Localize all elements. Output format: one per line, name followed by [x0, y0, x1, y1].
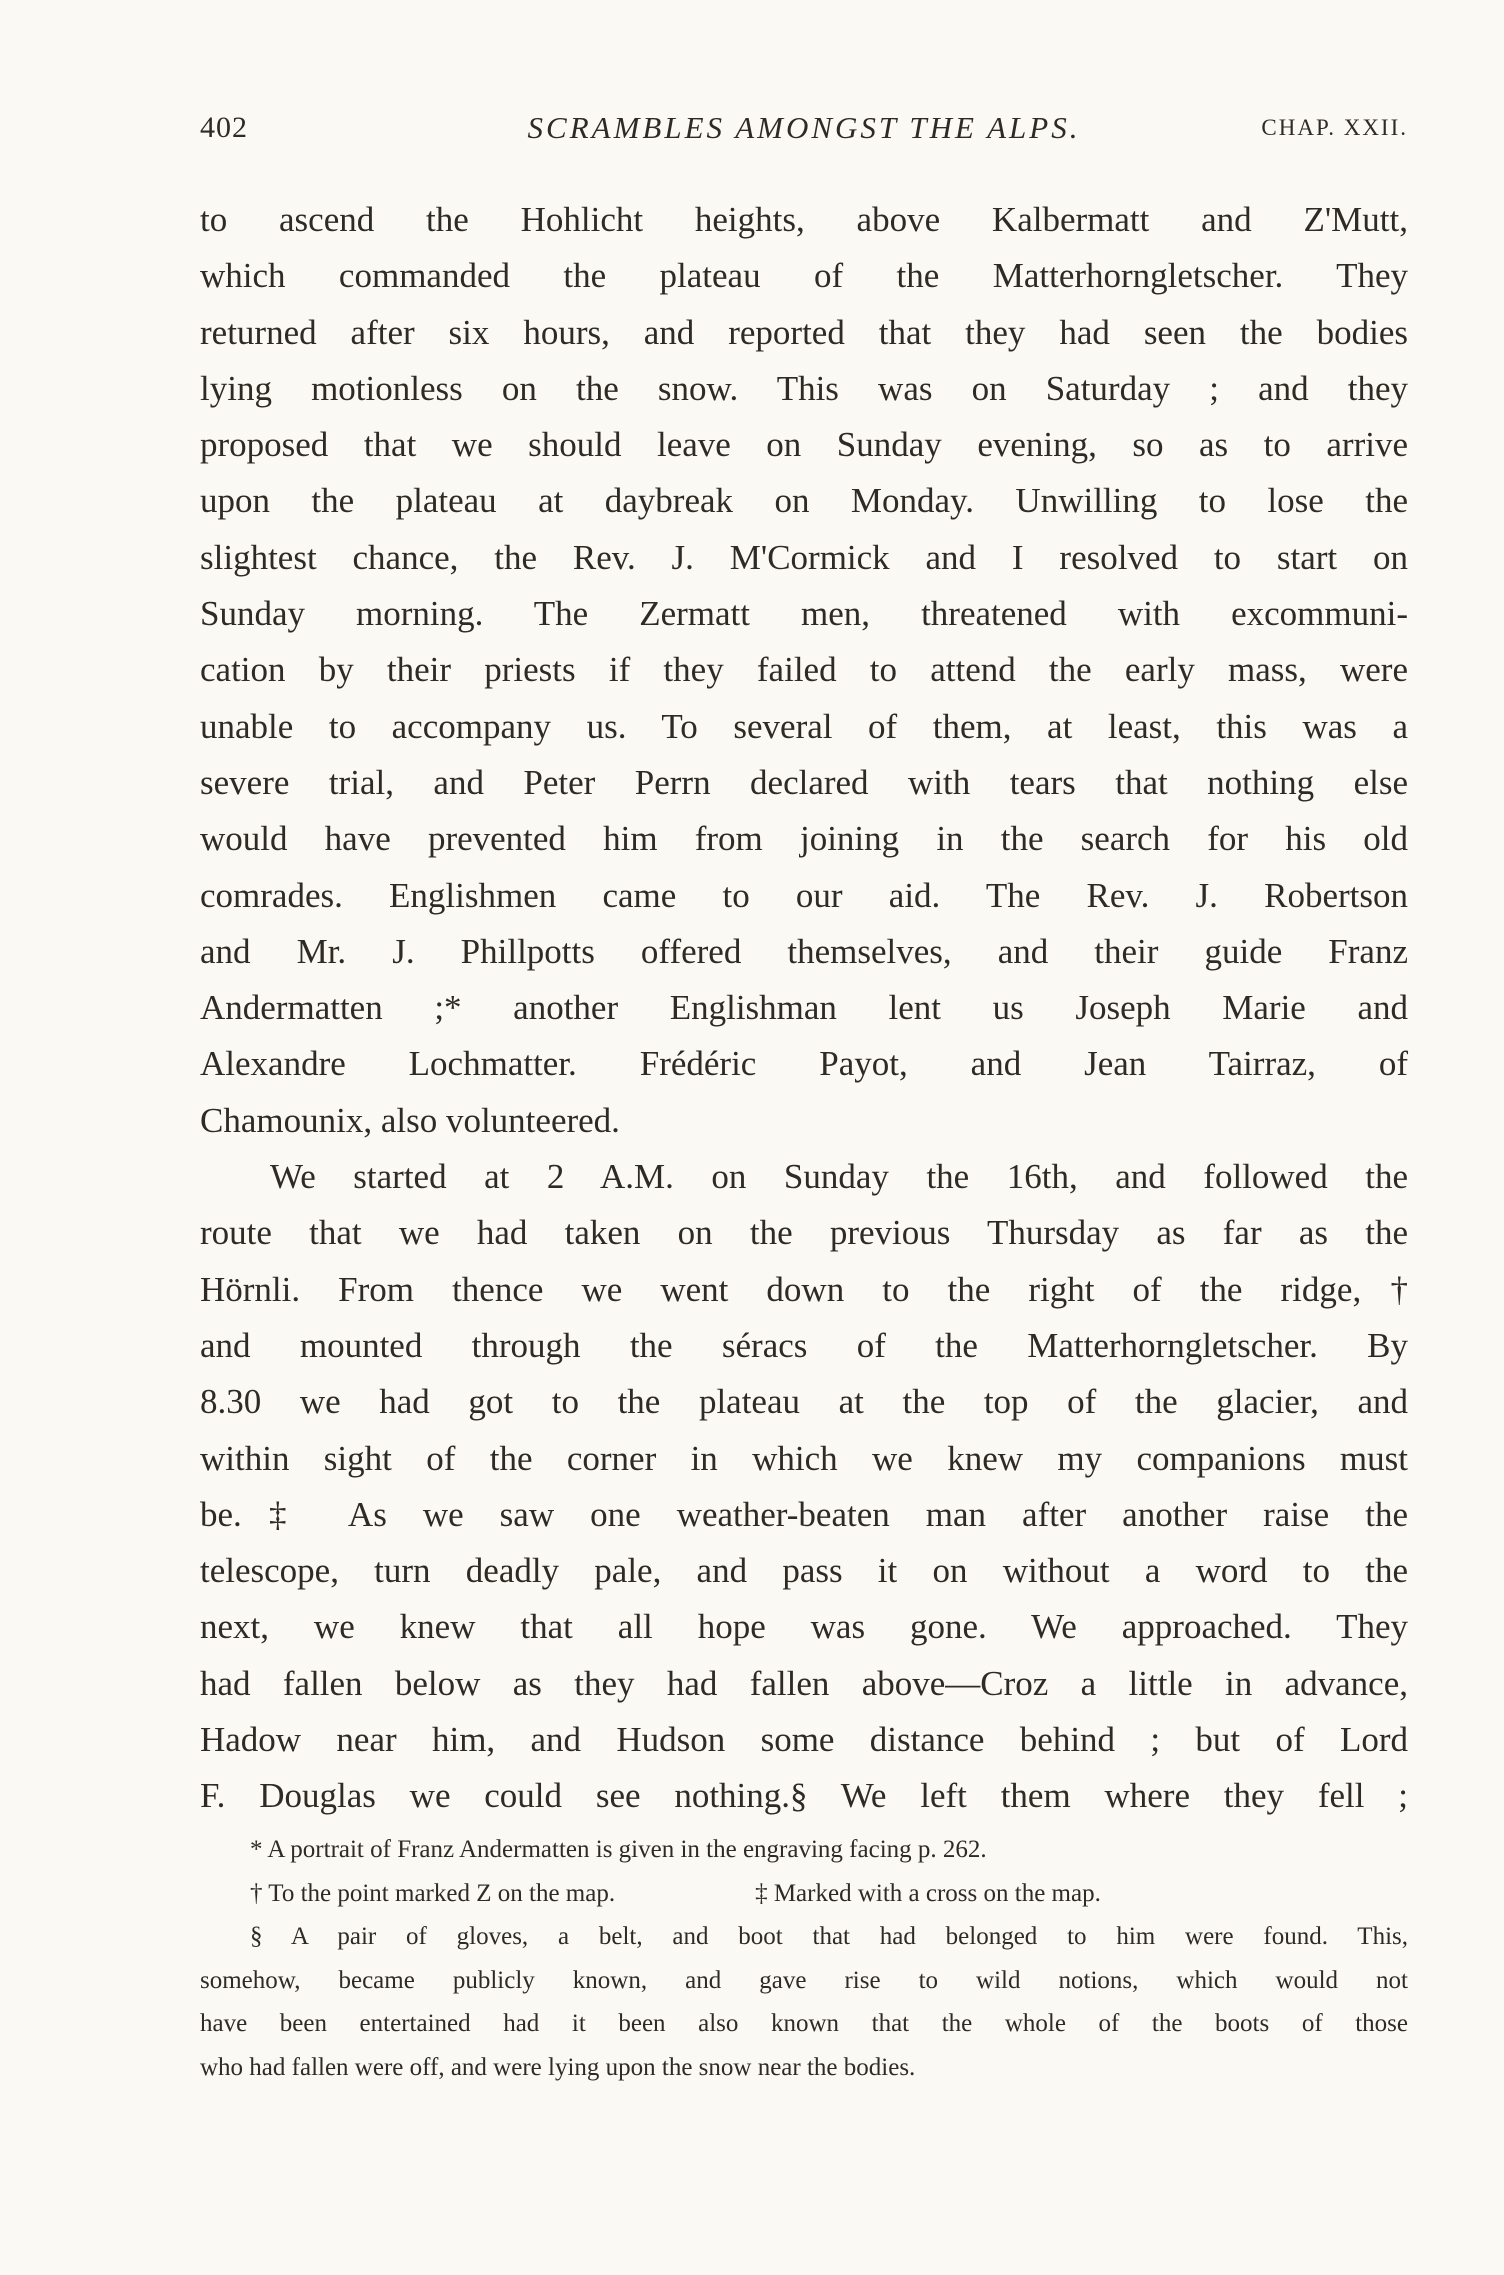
text-line: returned after six hours, and reported that they had seen the bodies [200, 312, 1408, 352]
text-line: upon the plateau at daybreak on Monday. Unwilling to lose the [200, 481, 1408, 521]
footnote-point-z: † To the point marked Z on the map. [250, 1879, 616, 1907]
running-title: SCRAMBLES AMONGST THE ALPS. [527, 110, 1081, 145]
chapter-label: CHAP. XXII. [1261, 115, 1408, 140]
running-header [200, 108, 1408, 148]
text-line: severe trial, and Peter Perrn declared with tears that nothing else [200, 762, 1408, 802]
text-line: be.‡ As we saw one weather-beaten man after another raise the [200, 1494, 1408, 1534]
footnote-portrait: * A portrait of Franz Andermatten is given in the engraving facing p. 262. [250, 1836, 987, 1863]
text-line: slightest chance, the Rev. J. M'Cormick and I resolved to start on [200, 537, 1408, 577]
text-line: and mounted through the séracs of the Matterhorngletscher. By [200, 1325, 1408, 1365]
text-line: within sight of the corner in which we knew my companions must [200, 1438, 1408, 1478]
page-number: 402 [200, 111, 248, 144]
text-line: comrades. Englishmen came to our aid. The Rev. J. Robertson [200, 875, 1408, 915]
text-line: Alexandre Lochmatter. Frédéric Payot, and Jean Tairraz, of [200, 1044, 1408, 1084]
text-line: and Mr. J. Phillpotts offered themselves, and their guide Franz [200, 931, 1408, 971]
text-line: Andermatten ;* another Englishman lent us Joseph Marie and [200, 988, 1408, 1028]
text-line: telescope, turn deadly pale, and pass it on without a word to the [200, 1551, 1408, 1591]
text-line: unable to accompany us. To several of them, at least, this was a [200, 706, 1408, 746]
text-line: Hörnli. From thence we went down to the right of the ridge,† [200, 1269, 1408, 1309]
text-line: which commanded the plateau of the Matterhorngletscher. They [200, 256, 1408, 296]
footnote-row [200, 1872, 1408, 1916]
text-line: Sunday morning. The Zermatt men, threatened with excommuni- [200, 594, 1408, 634]
text-line: 8.30 we had got to the plateau at the top of the glacier, and [200, 1382, 1408, 1422]
text-line: had fallen below as they had fallen above—Croz a little in advance, [200, 1663, 1408, 1703]
footnote-gloves-line: who had fallen were off, and were lying upon the snow near the bodies. [200, 2053, 916, 2081]
text-line: proposed that we should leave on Sunday evening, so as to arrive [200, 425, 1408, 465]
text-line: next, we knew that all hope was gone. We approached. They [200, 1607, 1408, 1647]
text-line: would have prevented him from joining in the search for his old [200, 819, 1408, 859]
footnote-gloves-line: § A pair of gloves, a belt, and boot that had belonged to him were found. This, [250, 1923, 1408, 1950]
text-line-paragraph-end: Chamounix, also volunteered. [200, 1100, 620, 1140]
text-line: cation by their priests if they failed to attend the early mass, were [200, 650, 1408, 690]
text-line-paragraph-start: We started at 2 A.M. on Sunday the 16th, and followed the [270, 1157, 1408, 1197]
footnotes [200, 1828, 1408, 2089]
footnote-gloves-line: have been entertained had it been also known that the whole of the boots of those [200, 2010, 1408, 2037]
text-line: to ascend the Hohlicht heights, above Kalbermatt and Z'Mutt, [200, 200, 1408, 239]
footnote-gloves-line: somehow, became publicly known, and gave rise to wild notions, which would not [200, 1966, 1408, 1994]
body-text [200, 192, 1408, 1825]
footnote-cross: ‡ Marked with a cross on the map. [755, 1879, 1101, 1907]
text-line: F. Douglas we could see nothing.§ We left them where they fell ; [200, 1776, 1408, 1816]
text-line: lying motionless on the snow. This was on Saturday ; and they [200, 368, 1408, 408]
text-line: Hadow near him, and Hudson some distance behind ; but of Lord [200, 1720, 1408, 1760]
text-line: route that we had taken on the previous Thursday as far as the [200, 1213, 1408, 1253]
